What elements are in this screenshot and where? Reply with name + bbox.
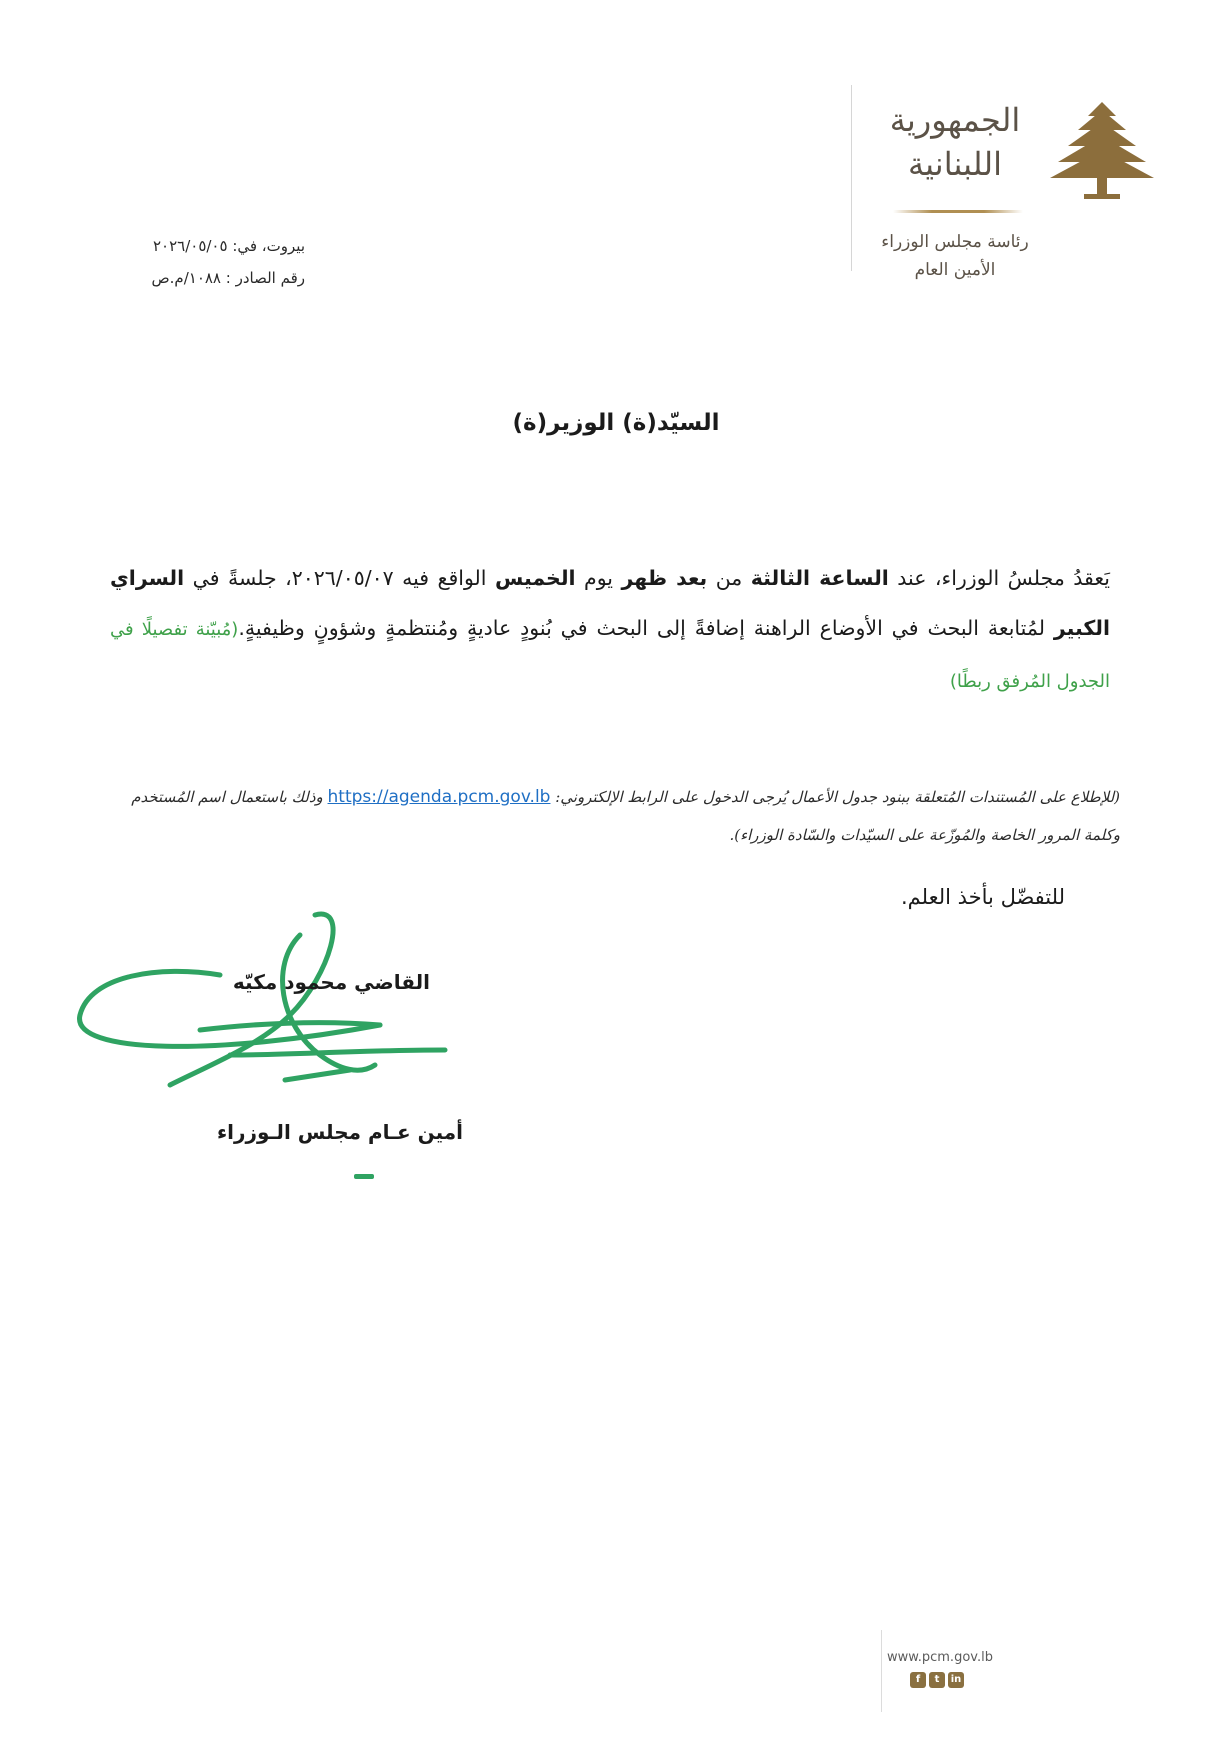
social-icons	[910, 1672, 964, 1688]
republic-line-1: الجمهورية	[889, 101, 1021, 139]
signatory-name: القاضي محمود مكيّه	[232, 970, 430, 994]
agenda-link[interactable]: https://agenda.pcm.gov.lb	[327, 787, 551, 807]
signatory-title: أمين عـام مجلس الـوزراء	[216, 1120, 463, 1144]
footer-divider	[881, 1630, 882, 1712]
stamp-mark	[354, 1174, 374, 1179]
access-note-after: وذلك باستعمال اسم المُستخدم وكلمة المرور الخاصة والمُوزّعة على السيّدات والسّادة الوزراء).	[131, 788, 1120, 844]
cedar-emblem-icon	[1048, 100, 1156, 204]
attachment-note: (مُبيّنة تفصيلًا في الجدول المُرفق ربطًا)	[110, 619, 1110, 692]
gold-divider	[893, 210, 1023, 213]
linkedin-icon[interactable]: in	[948, 1672, 964, 1688]
body-text-3: يوم	[575, 566, 622, 590]
body-text-1: يَعقدُ مجلسُ الوزراء، عند	[888, 566, 1110, 590]
footer-website[interactable]: www.pcm.gov.lb	[887, 1650, 993, 1665]
date-line: بيروت، في: ٢٠٢٦/٠٥/٠٥	[152, 237, 305, 255]
body-bold-day: الخميس	[494, 566, 576, 590]
handwritten-signature	[70, 905, 470, 1105]
body-text-4: الواقع فيه ٢٠٢٦/٠٥/٠٧، جلسةً في	[184, 566, 495, 590]
body-paragraph	[110, 553, 1110, 707]
courtesy-line: للتفضّل بأخذ العلم.	[901, 885, 1065, 909]
presidency-block	[870, 228, 1040, 284]
body-bold-venue: السراي الكبير	[110, 566, 1110, 640]
republic-line-2: اللبنانية	[907, 145, 1002, 183]
twitter-icon[interactable]: t	[929, 1672, 945, 1688]
body-bold-time: الساعة الثالثة	[750, 566, 889, 590]
office-name: الأمين العام	[914, 260, 996, 280]
body-text-5: لمُتابعة البحث في الأوضاع الراهنة إضافةً إلى البحث في بُنودٍ عاديةٍ ومُنتظمةٍ وشؤونٍ وظيفيةٍ.	[238, 616, 1054, 640]
reference-number: رقم الصادر : ١٠٨٨/م.ص	[151, 269, 305, 287]
reference-block	[95, 230, 305, 294]
access-note	[110, 778, 1120, 854]
letterhead-divider	[851, 85, 852, 271]
body-bold-afternoon: بعد ظهر	[621, 566, 708, 590]
addressee: السيّد(ة) الوزير(ة)	[512, 410, 720, 436]
republic-title	[870, 98, 1040, 186]
body-text-2: من	[707, 566, 751, 590]
presidency-name: رئاسة مجلس الوزراء	[881, 232, 1029, 252]
access-note-before: (للإطلاع على المُستندات المُتعلقة ببنود جدول الأعمال يُرجى الدخول على الرابط الإلكتروني:	[550, 788, 1120, 806]
facebook-icon[interactable]: f	[910, 1672, 926, 1688]
